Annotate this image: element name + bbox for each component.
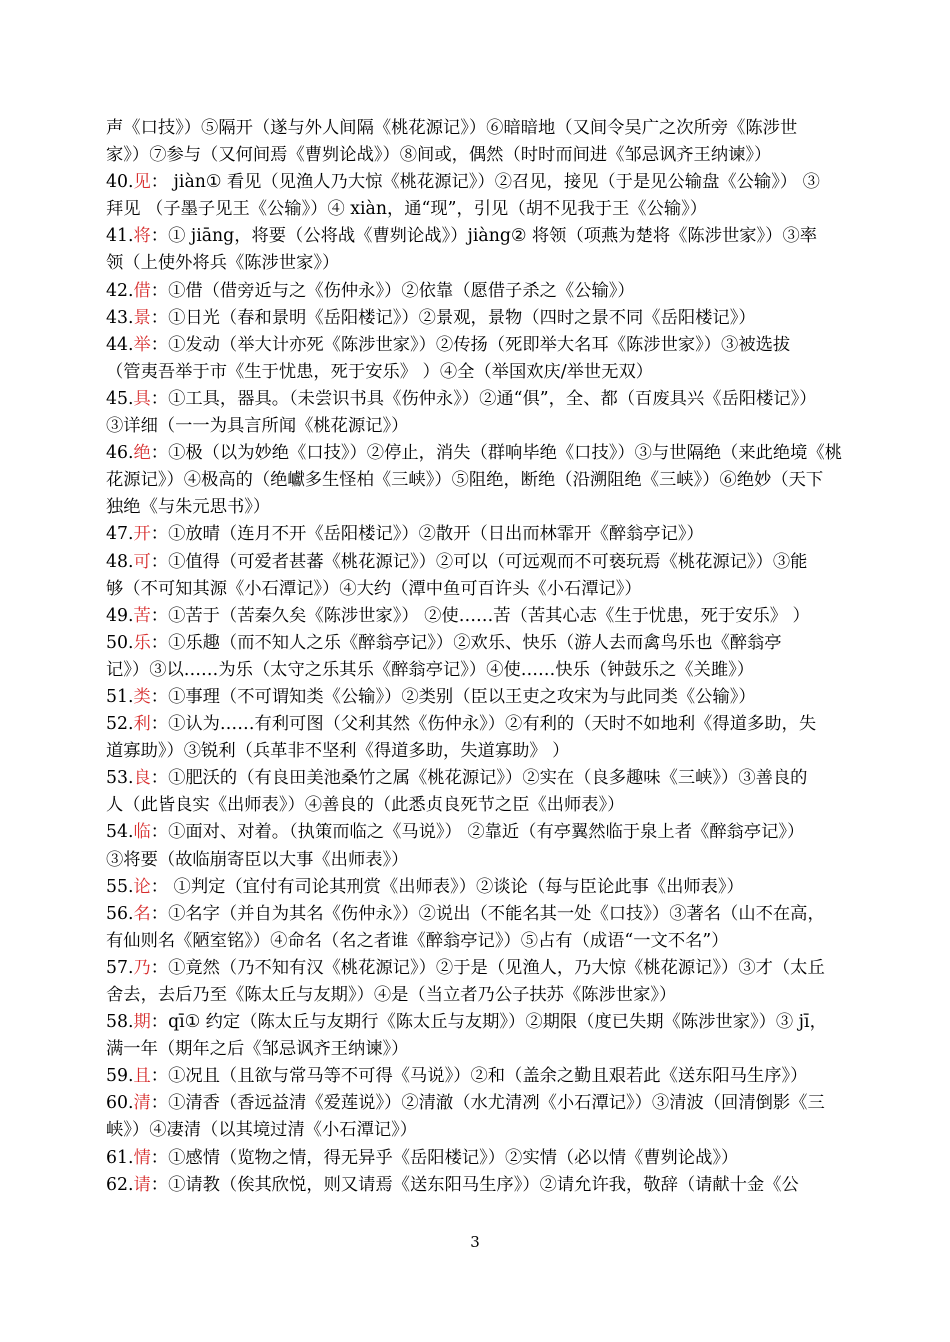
headword: 期: [133, 1012, 151, 1033]
definition-text: 舍去，去后乃至《陈太丘与友期》）④是（当立者乃公子扶苏《陈涉世家》）: [106, 985, 677, 1005]
continuation-line: [106, 1117, 851, 1144]
entry-line: [106, 440, 851, 467]
headword: 论: [133, 876, 151, 897]
headword: 情: [133, 1147, 151, 1168]
definition-text: ：①认为……有利可图（父利其然《伤仲永》）②有利的（天时不如地利《得道多助，失: [150, 714, 817, 735]
entry-line: [106, 874, 851, 901]
entry-number: 58.: [106, 1012, 134, 1033]
definition-text: 声《口技》）⑤隔开（遂与外人间隔《桃花源记》）⑥暗暗地（又间令吴广之次所旁《陈涉世: [106, 118, 798, 138]
continuation-line: [106, 738, 851, 765]
headword: 见: [133, 172, 151, 193]
entry-line: [106, 1063, 851, 1090]
entry-line: [106, 819, 851, 846]
definition-text: 家》）⑦参与（又何间焉《曹刿论战》）⑧间或，偶然（时时而间进《邹忌讽齐王纳谏》）: [106, 145, 772, 166]
definition-text: ：①工具，器具。（未尝识书具《伤仲永》）②通“俱”，全、都（百废具兴《岳阳楼记》）: [150, 388, 817, 409]
entry-line: [106, 1009, 851, 1036]
definition-text: ：① jiāng，将要（公将战《曹刿论战》）jiàng② 将领（项燕为楚将《陈涉世家》）③率: [150, 226, 818, 247]
headword: 类: [133, 686, 151, 707]
headword: 苦: [133, 605, 151, 626]
entry-line: [106, 278, 851, 305]
definition-text: ③将要（故临崩寄臣以大事《出师表》）: [106, 849, 409, 870]
entry-line: [106, 549, 851, 576]
definition-text: ：①清香（香远益清《爱莲说》）②清澈（水尤清冽《小石潭记》）③清波（回清倒影《三: [150, 1093, 825, 1114]
entry-line: [106, 305, 851, 332]
continuation-line: [106, 196, 851, 223]
definition-text: ：qī① 约定（陈太丘与友期行《陈太丘与友期》）②期限（度已失期《陈涉世家》）③ jī，: [150, 1012, 827, 1033]
definition-text: ：①面对、对着。（执策而临之《马说》） ②靠近（有亭翼然临于泉上者《醉翁亭记》）: [150, 822, 805, 843]
definition-text: 满一年（期年之后《邹忌讽齐王纳谏》）: [106, 1039, 409, 1060]
continuation-line: [106, 657, 851, 684]
entry-number: 59.: [106, 1066, 134, 1087]
entry-number: 52.: [106, 714, 134, 735]
entry-number: 50.: [106, 632, 134, 653]
continuation-line: [106, 467, 851, 494]
continuation-line: [106, 413, 851, 440]
entry-line: [106, 386, 851, 413]
headword: 乐: [133, 632, 151, 653]
definition-text: ：①放晴（连月不开《岳阳楼记》）②散开（日出而林霏开《醉翁亭记》）: [150, 524, 704, 545]
entry-number: 54.: [106, 822, 134, 843]
entry-number: 61.: [106, 1147, 134, 1168]
entry-line: [106, 521, 851, 548]
entry-number: 55.: [106, 876, 134, 897]
definition-text: ：①日光（春和景明《岳阳楼记》）②景观，景物（四时之景不同《岳阳楼记》）: [150, 307, 756, 328]
headword: 举: [133, 334, 151, 355]
entry-number: 41.: [106, 226, 134, 247]
entry-line: [106, 169, 851, 196]
headword: 利: [133, 714, 151, 735]
definition-text: 记》）③以……为乐（太守之乐其乐《醉翁亭记》）④使……快乐（钟鼓乐之《关雎》）: [106, 659, 755, 680]
headword: 绝: [133, 443, 151, 464]
definition-text: 领（上使外将兵《陈涉世家》）: [106, 253, 340, 274]
entry-number: 43.: [106, 307, 134, 328]
definition-text: ： ①判定（宜付有司论其刑赏《出师表》）②谈论（每与臣论此事《出师表》）: [150, 876, 744, 897]
entry-line: [106, 603, 851, 630]
continuation-line: [106, 494, 851, 521]
continuation-line: [106, 928, 851, 955]
headword: 具: [133, 388, 151, 409]
definition-text: 花源记》）④极高的（绝巘多生怪柏《三峡》）⑤阻绝，断绝（沿溯阻绝《三峡》）⑥绝妙（天下: [106, 470, 824, 491]
entry-number: 51.: [106, 686, 134, 707]
entry-number: 62.: [106, 1174, 134, 1195]
continuation-line: [106, 1036, 851, 1063]
entry-line: [106, 630, 851, 657]
definition-text: ：①况且（且欲与常马等不可得《马说》）②和（盖余之勤且艰若此《送东阳马生序》）: [150, 1066, 808, 1087]
page-number: 3: [470, 1233, 480, 1251]
entry-line: [106, 1090, 851, 1117]
entry-number: 57.: [106, 957, 134, 978]
headword: 且: [133, 1066, 151, 1087]
definition-text: ：①乐趣（而不知人之乐《醉翁亭记》）②欢乐、快乐（游人去而禽鸟乐也《醉翁亭: [150, 632, 782, 653]
entry-number: 48.: [106, 551, 134, 572]
definition-text: ：①借（借旁近与之《伤仲永》）②依靠（愿借子杀之《公输》）: [150, 280, 635, 301]
definition-text: ：①值得（可爱者甚蕃《桃花源记》）②可以（可远观而不可亵玩焉《桃花源记》）③能: [150, 551, 808, 572]
entry-number: 49.: [106, 605, 134, 626]
document-body: [106, 115, 851, 1199]
entry-number: 46.: [106, 443, 134, 464]
headword: 景: [133, 307, 151, 328]
definition-text: ：①极（以为妙绝《口技》）②停止，消失（群响毕绝《口技》）③与世隔绝（来此绝境《桃: [150, 443, 843, 464]
headword: 良: [133, 768, 151, 789]
definition-text: 有仙则名《陋室铭》）④命名（名之者谁《醉翁亭记》）⑤占有（成语“一文不名”）: [106, 930, 729, 951]
continuation-line: [106, 359, 851, 386]
entry-line: [106, 332, 851, 359]
entry-line: [106, 684, 851, 711]
definition-text: ：①苦于（苦秦久矣《陈涉世家》） ②使……苦（苦其心志《生于忧患，死于安乐》 ）: [150, 605, 810, 626]
entry-line: [106, 901, 851, 928]
continuation-line: [106, 115, 851, 142]
definition-text: ：①感情（览物之情，得无异乎《岳阳楼记》）②实情（必以情《曹刿论战》）: [150, 1147, 739, 1168]
definition-text: ：①肥沃的（有良田美池桑竹之属《桃花源记》）②实在（良多趣味《三峡》）③善良的: [150, 768, 808, 789]
continuation-line: [106, 576, 851, 603]
entry-number: 44.: [106, 334, 134, 355]
entry-line: [106, 711, 851, 738]
definition-text: 拜见 （子墨子见王《公输》）④ xiàn，通“现”，引见（胡不见我于王《公输》）: [106, 199, 708, 220]
definition-text: ：①名字（并自为其名《伤仲永》）②说出（不能名其一处《口技》）③著名（山不在高，: [150, 903, 825, 924]
entry-number: 60.: [106, 1093, 134, 1114]
entry-line: [106, 765, 851, 792]
entry-number: 40.: [106, 172, 134, 193]
continuation-line: [106, 142, 851, 169]
definition-text: ：①请教（俟其欣悦，则又请焉《送东阳马生序》）②请允许我，敬辞（请献十金《公: [150, 1174, 799, 1195]
entry-number: 42.: [106, 280, 134, 301]
definition-text: 独绝《与朱元思书》）: [106, 497, 271, 518]
continuation-line: [106, 792, 851, 819]
continuation-line: [106, 847, 851, 874]
continuation-line: [106, 250, 851, 277]
entry-number: 47.: [106, 524, 134, 545]
definition-text: ：①竟然（乃不知有汉《桃花源记》）②于是（见渔人，乃大惊《桃花源记》）③才（太丘: [150, 957, 825, 978]
headword: 可: [133, 551, 151, 572]
headword: 将: [133, 226, 151, 247]
headword: 开: [133, 524, 151, 545]
definition-text: ： jiàn① 看见（见渔人乃大惊《桃花源记》）②召见，接见（于是见公输盘《公输》） ③: [150, 172, 820, 193]
headword: 名: [133, 903, 151, 924]
headword: 请: [133, 1174, 151, 1195]
headword: 借: [133, 280, 151, 301]
definition-text: 道寡助》）③锐利（兵革非不坚利《得道多助，失道寡助》 ）: [106, 741, 570, 762]
continuation-line: [106, 982, 851, 1009]
definition-text: 人（此皆良实《出师表》）④善良的（此悉贞良死节之臣《出师表》）: [106, 795, 625, 816]
entry-line: [106, 955, 851, 982]
definition-text: （管夷吾举于市《生于忧患，死于安乐》 ）④全（举国欢庆/举世无双）: [106, 361, 654, 382]
definition-text: ：①事理（不可谓知类《公输》）②类别（臣以王吏之攻宋为与此同类《公输》）: [150, 686, 756, 707]
entry-line: [106, 223, 851, 250]
definition-text: 峡》）④凄清（以其境过清《小石潭记》）: [106, 1120, 418, 1141]
definition-text: ：①发动（举大计亦死《陈涉世家》）②传扬（死即举大名耳《陈涉世家》）③被选拔: [150, 334, 791, 355]
entry-number: 53.: [106, 768, 134, 789]
headword: 临: [133, 822, 151, 843]
entry-number: 56.: [106, 903, 134, 924]
definition-text: ③详细（一一为具言所闻《桃花源记》）: [106, 416, 409, 437]
entry-line: [106, 1145, 851, 1172]
entry-number: 45.: [106, 388, 134, 409]
headword: 乃: [133, 957, 151, 978]
headword: 清: [133, 1093, 151, 1114]
entry-line: [106, 1172, 851, 1199]
definition-text: 够（不可知其源《小石潭记》）④大约（潭中鱼可百许头《小石潭记》）: [106, 578, 642, 599]
